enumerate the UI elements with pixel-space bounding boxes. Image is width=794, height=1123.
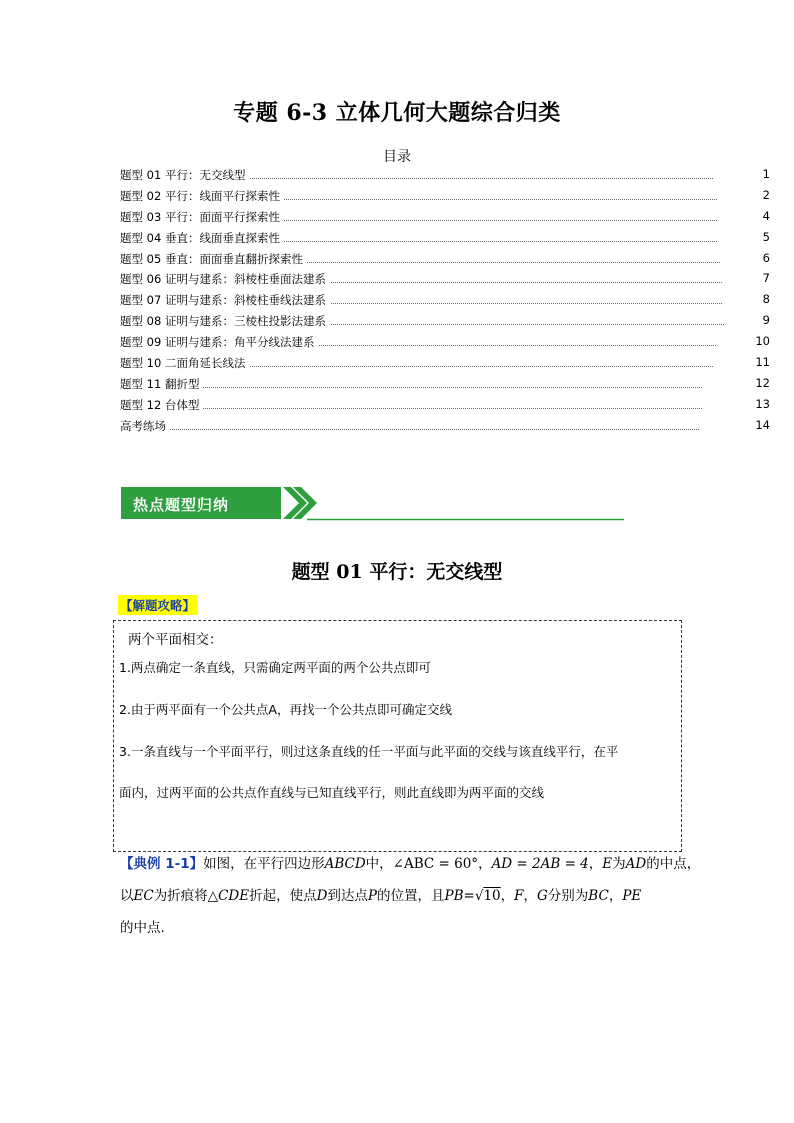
hot-topics-banner — [121, 487, 624, 521]
toc-entry[interactable] — [120, 290, 770, 311]
toc-entry-label: 题型 07 证明与建系：斜棱柱垂线法建系 — [120, 292, 330, 308]
toc-entry-page: 1 — [762, 167, 770, 181]
toc-entry-page: 13 — [755, 396, 770, 411]
sqrt-symbol: √ — [474, 888, 484, 904]
example-tag: 【典例 1-1】 — [120, 856, 204, 872]
toc-entry[interactable] — [120, 249, 770, 270]
toc-entry-page: 7 — [762, 271, 770, 286]
strategy-line-2: 2.由于两平面有一个公共点A，再找一个公共点即可确定交线 — [119, 702, 452, 717]
toc-entry[interactable] — [120, 269, 770, 290]
toc-entry-page: 4 — [762, 208, 770, 223]
strategy-tag: 【解题攻略】 — [118, 595, 197, 615]
toc-entry[interactable] — [120, 332, 770, 353]
toc-entry-label: 题型 06 证明与建系：斜棱柱垂面法建系 — [120, 271, 330, 287]
toc-entry[interactable] — [120, 186, 770, 207]
toc-entry-page: 8 — [762, 292, 770, 307]
toc-entry[interactable] — [120, 207, 770, 228]
document-title: 专题 6-3 立体几何大题综合归类 — [233, 100, 561, 126]
toc-entry-page: 2 — [762, 187, 770, 202]
strategy-line-1: 1.两点确定一条直线，只需确定两平面的两个公共点即可 — [119, 660, 431, 675]
strategy-heading: 两个平面相交： — [128, 632, 223, 648]
toc-entry[interactable] — [120, 395, 770, 416]
toc-entry-page: 12 — [755, 375, 770, 390]
example-line-3: 的中点. — [120, 920, 165, 936]
toc-leader-dots — [120, 387, 702, 388]
toc-entry[interactable] — [120, 374, 770, 395]
toc-entry-page: 5 — [762, 229, 770, 244]
toc-entry[interactable] — [120, 228, 770, 249]
toc-leader-dots — [120, 429, 699, 430]
toc-entry[interactable] — [120, 416, 770, 437]
toc-entry-label: 题型 08 证明与建系：三棱柱投影法建系 — [120, 313, 330, 329]
toc-entry-label: 题型 09 证明与建系：角平分线法建系 — [120, 334, 318, 350]
strategy-line-4: 面内，过两平面的公共点作直线与已知直线平行，则此直线即为两平面的交线 — [119, 785, 545, 800]
toc-entry-page: 10 — [755, 334, 770, 349]
toc-entry-page: 6 — [762, 250, 770, 265]
example-line-2: 以EC为折痕将△CDE折起，使点D到达点P的位置，且PB=√10，F，G分别为BC，PE — [120, 888, 642, 904]
strategy-box — [113, 620, 682, 852]
section-title: 题型 01 平行：无交线型 — [291, 561, 503, 583]
toc-leader-dots — [120, 408, 702, 409]
toc-entry[interactable] — [120, 353, 770, 374]
strategy-line-3: 3.一条直线与一个平面平行，则过这条直线的任一平面与此平面的交线与该直线平行，在平 — [119, 744, 619, 759]
toc-entry-page: 9 — [762, 313, 770, 328]
toc-entry[interactable] — [120, 311, 770, 332]
toc-entry-label: 高考练场 — [120, 418, 170, 434]
toc-entry-page: 11 — [755, 355, 770, 370]
toc-entry-label: 题型 01 平行：无交线型 — [120, 167, 249, 183]
toc-entry-label: 题型 10 二面角延长线法 — [120, 355, 249, 371]
toc-entry-label: 题型 02 平行：线面平行探索性 — [120, 188, 284, 204]
example-line-1: 【典例 1-1】如图，在平行四边形ABCD中，∠ABC = 60°，AD = 2AB = 4，E为AD的中点， — [120, 856, 701, 872]
toc-entry-label: 题型 03 平行：面面平行探索性 — [120, 209, 284, 225]
toc-entry-page: 14 — [755, 417, 770, 432]
toc-entry-label: 题型 04 垂直：线面垂直探索性 — [120, 230, 284, 246]
toc-entry-label: 题型 12 台体型 — [120, 397, 203, 413]
toc-entry-label: 题型 11 翻折型 — [120, 376, 203, 392]
toc-heading: 目录 — [383, 149, 411, 165]
banner-label: 热点题型归纳 — [133, 496, 230, 514]
toc-entry[interactable] — [120, 165, 770, 186]
table-of-contents — [120, 165, 770, 437]
toc-entry-label: 题型 05 垂直：面面垂直翻折探索性 — [120, 251, 307, 267]
